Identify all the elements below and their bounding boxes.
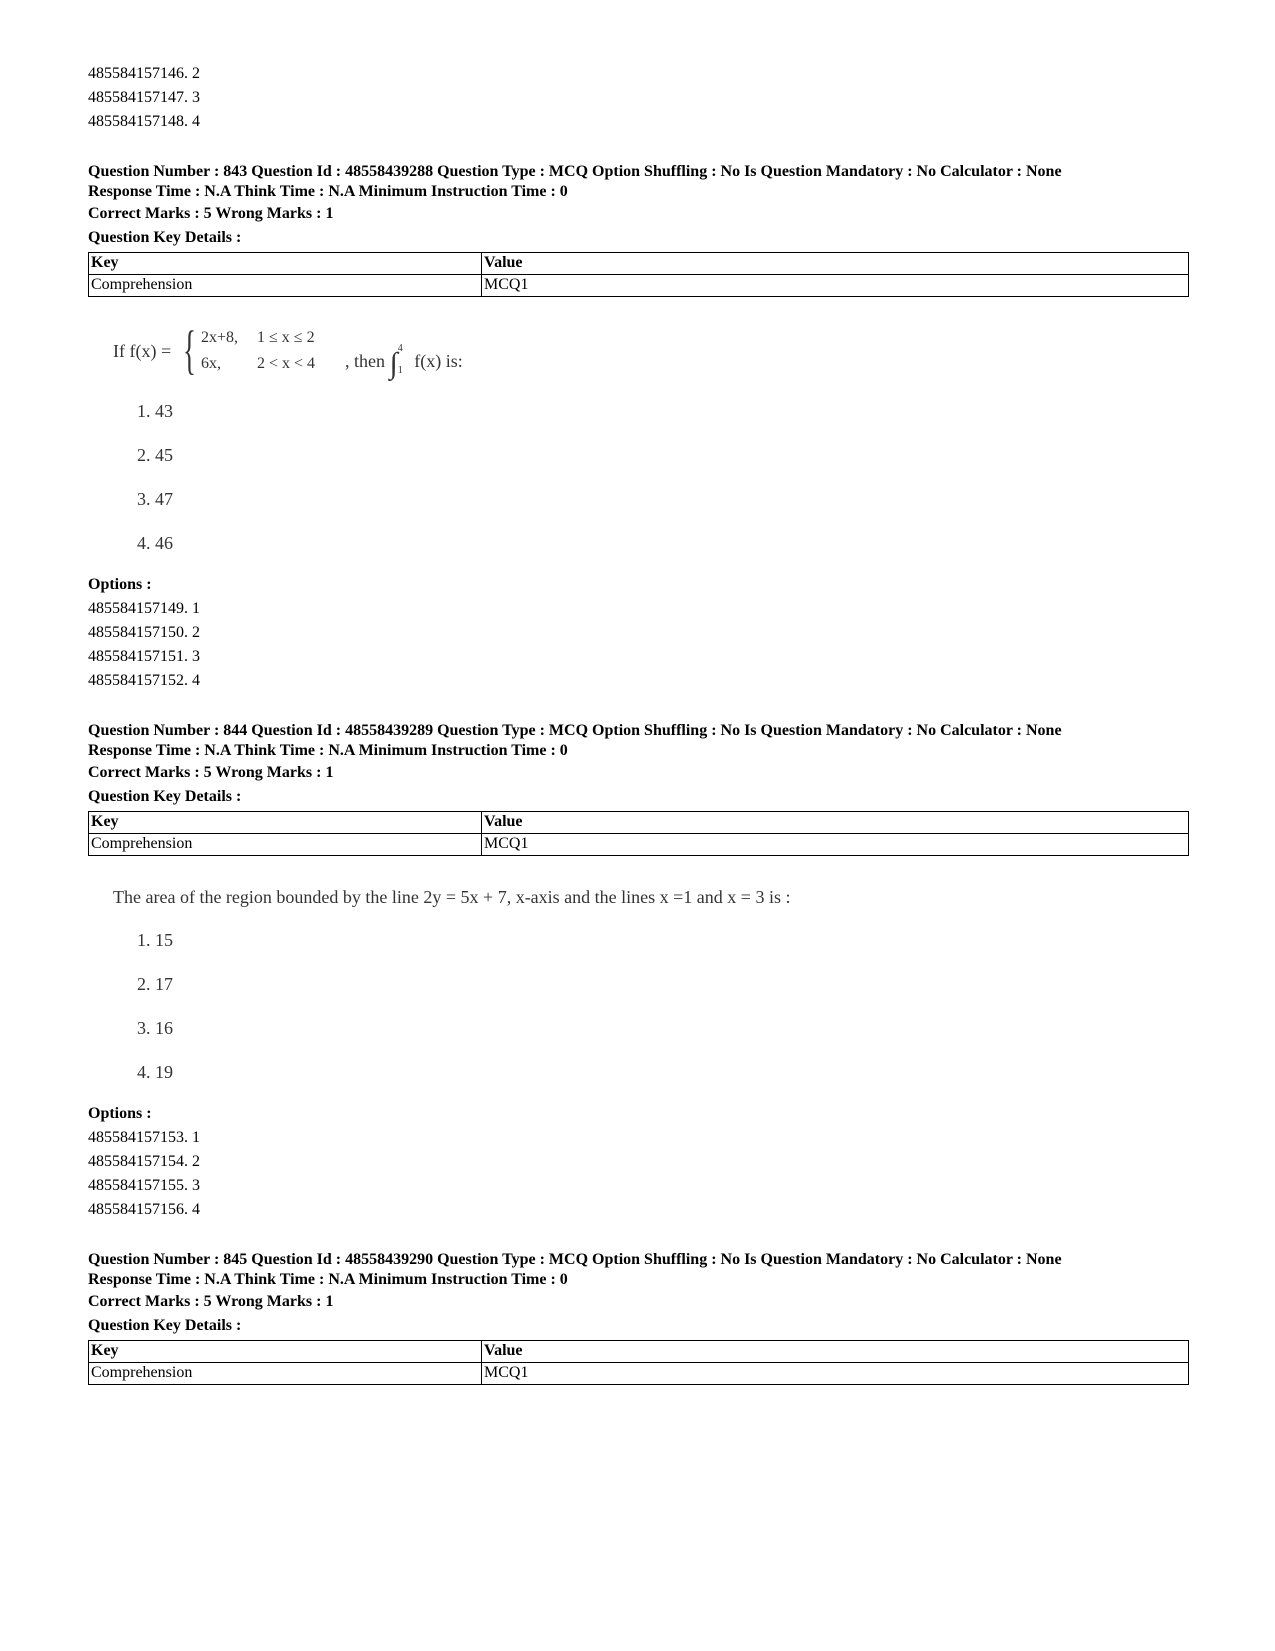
case1-cond: 1 ≤ x ≤ 2 <box>257 329 315 346</box>
choice-item: 1. 43 <box>137 401 173 421</box>
choice-item: 4. 46 <box>137 533 173 553</box>
integral-sign: ∫ <box>389 347 398 380</box>
option-line: 485584157146. 2 <box>88 65 200 82</box>
piecewise-formula <box>113 321 1188 383</box>
option-line: 485584157156. 4 <box>88 1201 200 1218</box>
question-meta: Question Number : 844 Question Id : 48558439289 Question Type : MCQ Option Shuffling : No Is Question Mandatory : No Calculator : None <box>88 722 1062 739</box>
option-line: 485584157155. 3 <box>88 1177 200 1194</box>
choice-item: 1. 15 <box>137 930 173 950</box>
option-line: 485584157152. 4 <box>88 672 200 689</box>
key-details-label: Question Key Details : <box>88 229 242 246</box>
formula-then: , then <box>345 351 385 371</box>
option-line: 485584157148. 4 <box>88 113 200 130</box>
options-label: Options : <box>88 1105 152 1122</box>
choice-item: 4. 19 <box>137 1062 173 1082</box>
question-844 <box>88 721 1188 1222</box>
case1-expr: 2x+8, <box>201 329 239 346</box>
brace-glyph: { <box>183 320 196 380</box>
question-marks: Correct Marks : 5 Wrong Marks : 1 <box>88 764 334 781</box>
case2-expr: 6x, <box>201 355 221 372</box>
formula-lhs: If f(x) = <box>113 341 172 361</box>
option-line: 485584157149. 1 <box>88 600 200 617</box>
question-image <box>113 882 1188 1100</box>
formula-tail <box>345 341 463 380</box>
value-cell: MCQ1 <box>482 1363 1189 1385</box>
option-line: 485584157150. 2 <box>88 624 200 641</box>
previous-options-list <box>88 62 1188 134</box>
question-845 <box>88 1250 1188 1385</box>
option-line: 485584157154. 2 <box>88 1153 200 1170</box>
formula-integrand: f(x) is: <box>414 351 463 371</box>
key-details-label: Question Key Details : <box>88 1317 242 1334</box>
key-cell: Comprehension <box>89 834 482 856</box>
value-cell: MCQ1 <box>482 834 1189 856</box>
question-marks: Correct Marks : 5 Wrong Marks : 1 <box>88 205 334 222</box>
question-timing: Response Time : N.A Think Time : N.A Minimum Instruction Time : 0 <box>88 183 568 200</box>
key-details-label: Question Key Details : <box>88 788 242 805</box>
options-label: Options : <box>88 576 152 593</box>
choice-item: 2. 17 <box>137 974 173 994</box>
question-stem: The area of the region bounded by the line 2y = 5x + 7, x-axis and the lines x =1 and x = 3 is : <box>113 887 791 907</box>
key-header: Key <box>89 812 482 834</box>
integral-upper: 4 <box>397 343 403 354</box>
option-line: 485584157151. 3 <box>88 648 200 665</box>
integral-lower: 1 <box>397 365 403 376</box>
formula-cases <box>201 325 315 377</box>
key-header: Key <box>89 1341 482 1363</box>
option-line: 485584157153. 1 <box>88 1129 200 1146</box>
value-header: Value <box>482 253 1189 275</box>
value-cell: MCQ1 <box>482 275 1189 297</box>
question-marks: Correct Marks : 5 Wrong Marks : 1 <box>88 1293 334 1310</box>
key-header: Key <box>89 253 482 275</box>
case2-cond: 2 < x < 4 <box>257 355 316 372</box>
choice-item: 3. 16 <box>137 1018 173 1038</box>
key-cell: Comprehension <box>89 1363 482 1385</box>
value-header: Value <box>482 1341 1189 1363</box>
document-page <box>88 62 1188 1385</box>
key-details-table <box>88 252 1189 297</box>
choice-item: 2. 45 <box>137 445 173 465</box>
question-image <box>113 321 1188 571</box>
choice-item: 3. 47 <box>137 489 173 509</box>
key-details-table <box>88 1340 1189 1385</box>
option-line: 485584157147. 3 <box>88 89 200 106</box>
value-header: Value <box>482 812 1189 834</box>
question-meta: Question Number : 843 Question Id : 48558439288 Question Type : MCQ Option Shuffling : No Is Question Mandatory : No Calculator : None <box>88 163 1062 180</box>
question-meta: Question Number : 845 Question Id : 48558439290 Question Type : MCQ Option Shuffling : No Is Question Mandatory : No Calculator : None <box>88 1251 1062 1268</box>
question-843 <box>88 162 1188 693</box>
key-details-table <box>88 811 1189 856</box>
key-cell: Comprehension <box>89 275 482 297</box>
question-timing: Response Time : N.A Think Time : N.A Minimum Instruction Time : 0 <box>88 742 568 759</box>
question-timing: Response Time : N.A Think Time : N.A Minimum Instruction Time : 0 <box>88 1271 568 1288</box>
